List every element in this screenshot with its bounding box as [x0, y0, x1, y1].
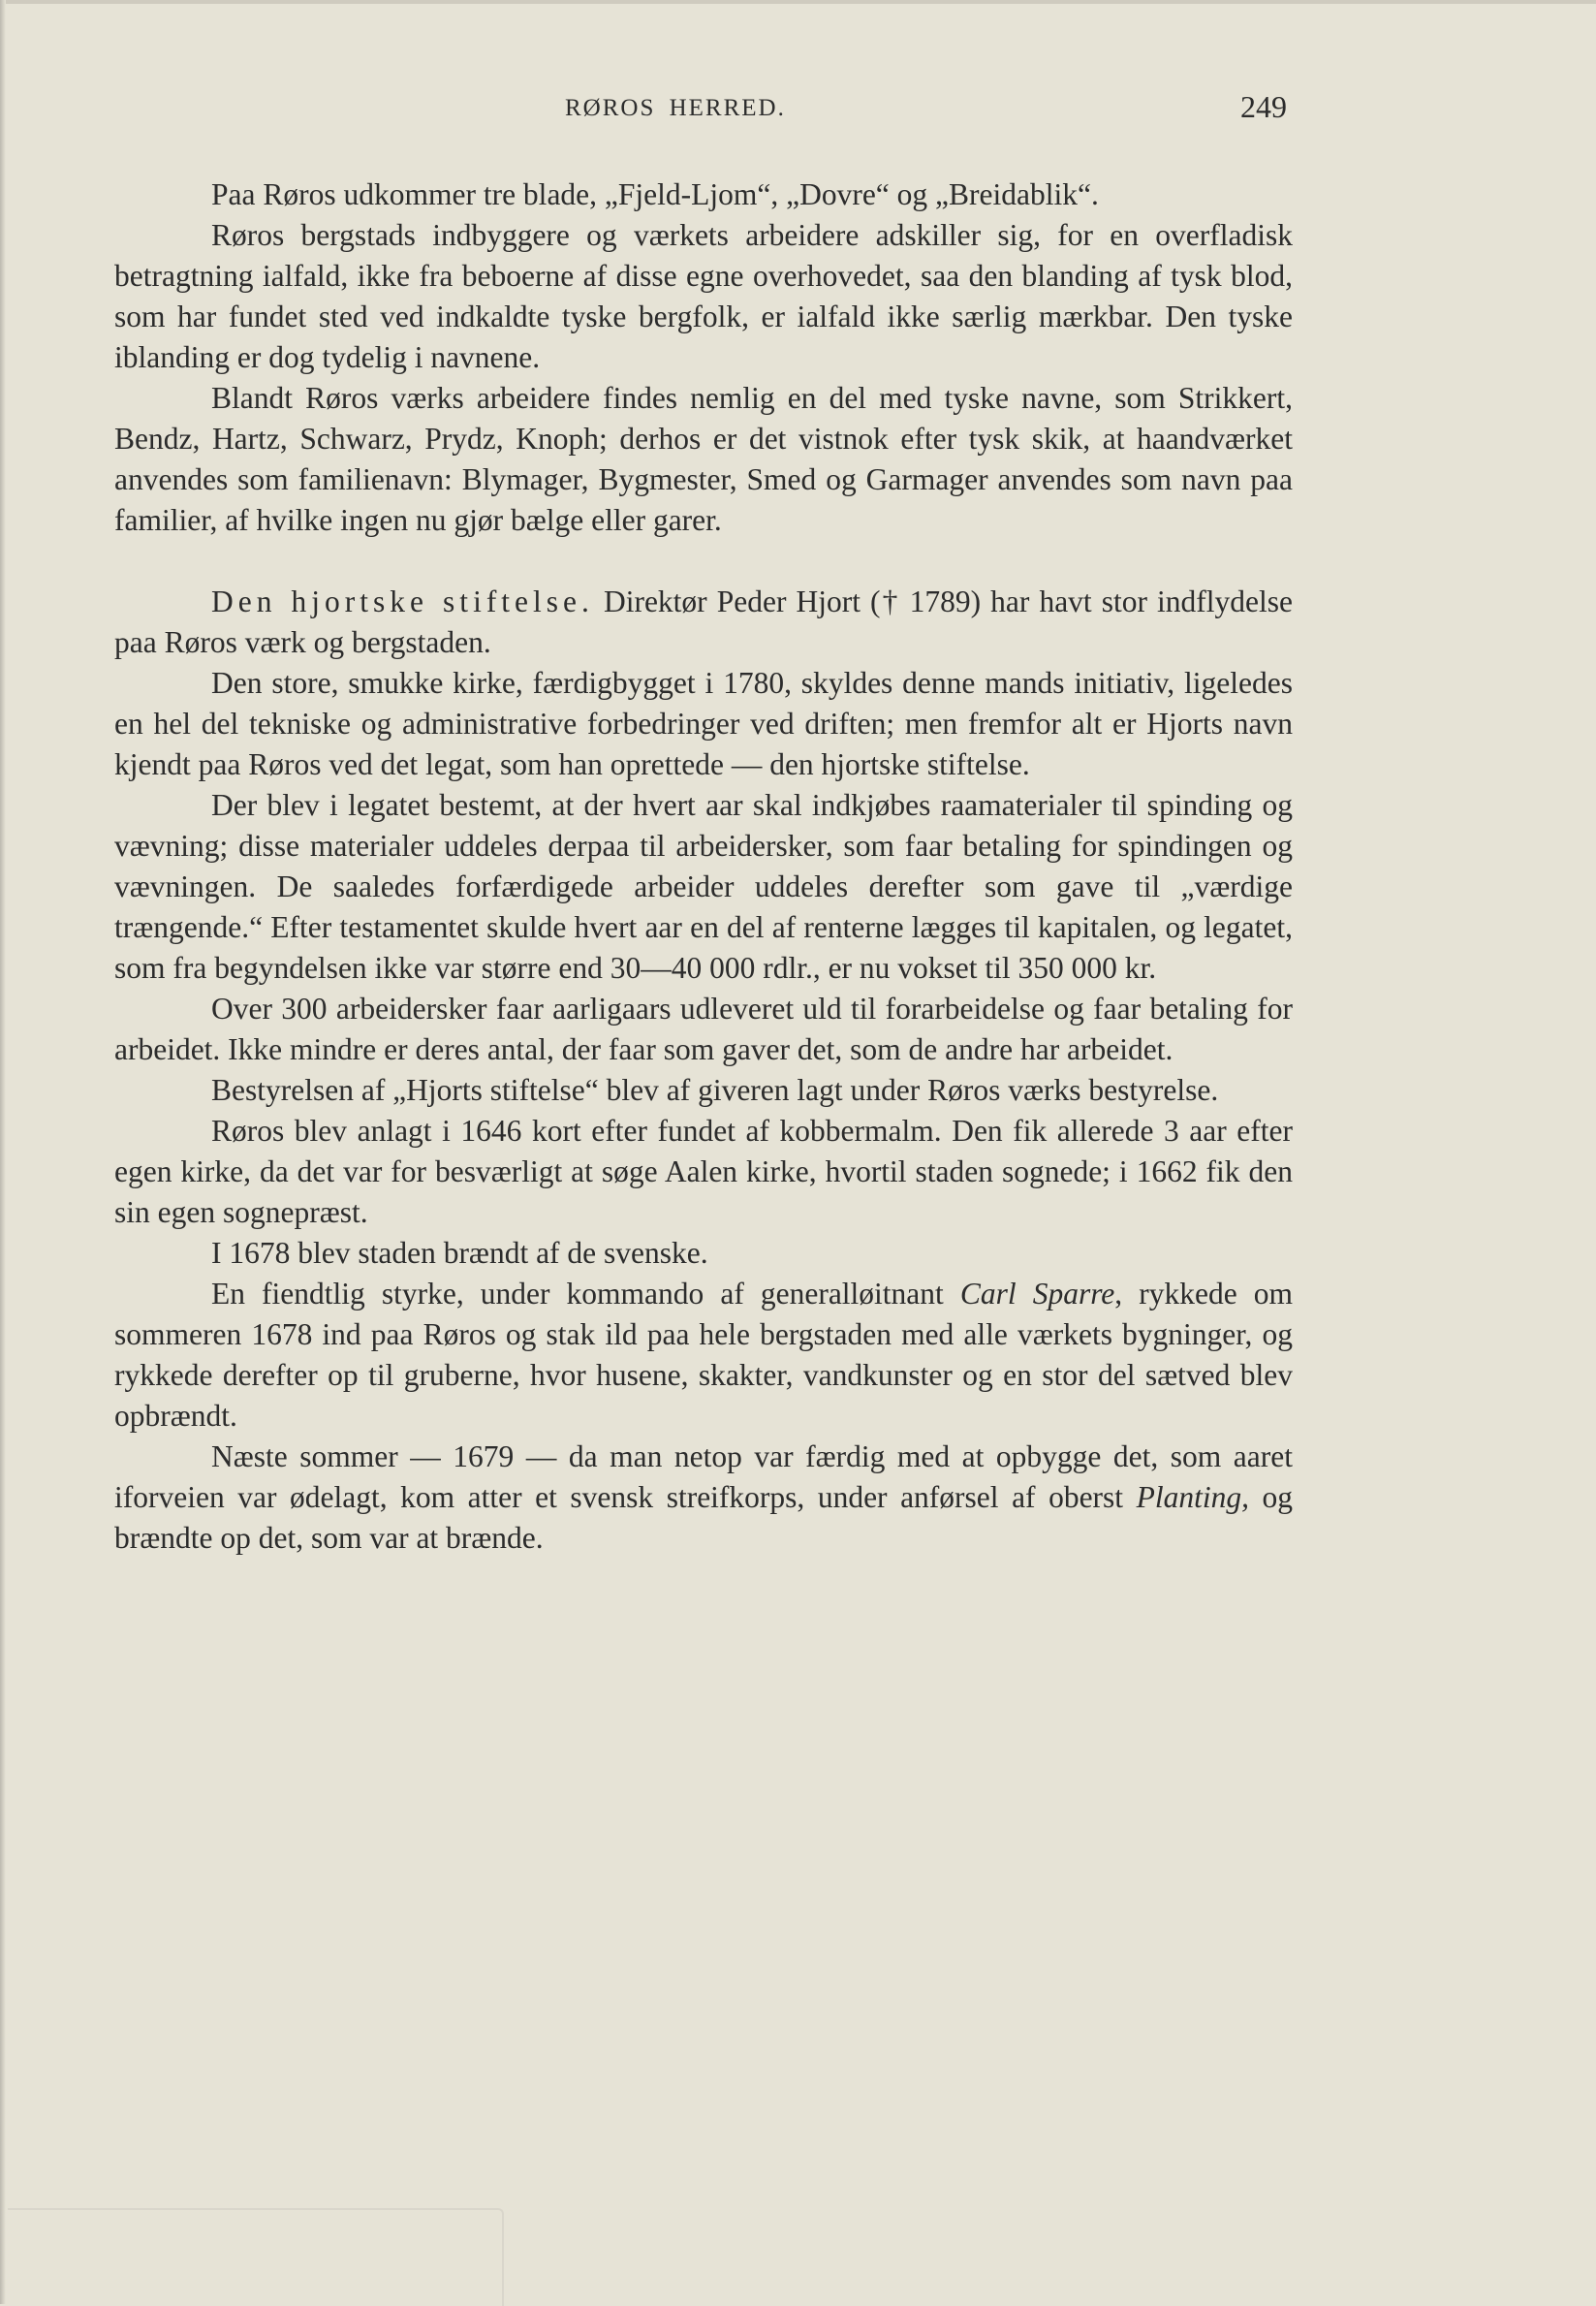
paragraph: Blandt Røros værks arbeidere findes nemlig en del med tyske navne, som Strikkert, Bendz, Hartz, Schwarz, Prydz, Knoph; derhos er det vistnok efter tysk skik, at haandværket anvendes som familienavn: Blymager, Bygmester, Smed og Garmager anvendes som navn paa familier, af hvilke ingen nu gjør bælge eller garer. — [114, 381, 1293, 537]
page-number: 249 — [1240, 89, 1287, 124]
running-title: RØROS HERRED. — [565, 95, 786, 121]
scan-corner-mark — [8, 2208, 504, 2306]
paragraph: Næste sommer — 1679 — da man netop var færdig med at opbygge det, som aaret iforveien var ødelagt, kom atter et svensk streifkorps, under anførsel af oberst Planting, og brændte op det, som var at brænde. — [114, 1439, 1294, 1555]
paragraph: Over 300 arbeidersker faar aarligaars udleveret uld til forarbeidelse og faar betaling for arbeidet. Ikke mindre er deres antal, der faar som gaver det, som de andre har arbeidet. — [114, 992, 1293, 1066]
paragraph: Den store, smukke kirke, færdigbygget i 1780, skyldes denne mands initiativ, ligeledes en hel del tekniske og administrative forbedringer ved driften; men fremfor alt er Hjorts navn kjendt paa Røros ved det legat, som han oprettede — den hjortske stiftelse. — [114, 666, 1293, 781]
running-head — [114, 89, 1293, 134]
paragraph: En fiendtlig styrke, under kommando af generalløitnant Carl Sparre, rykkede om sommeren 1678 ind paa Røros og stak ild paa hele bergstaden med alle værkets bygninger, og rykkede derefter op til gruberne, hvor husene, skakter, vandkunster og en stor del sætved blev opbrændt. — [114, 1277, 1293, 1433]
page-body — [114, 174, 1293, 1559]
page-top-edge — [0, 0, 1596, 4]
paragraph: I 1678 blev staden brændt af de svenske. — [211, 1236, 708, 1270]
page-left-edge — [0, 0, 6, 2304]
person-name: Carl Sparre — [959, 1277, 1115, 1311]
section-paragraph: Den hjortske stiftelse. Direktør Peder Hjort († 1789) har havt stor indflydelse paa Røros værk og bergstaden. — [114, 584, 1293, 659]
section-heading: Den hjortske stiftelse. — [211, 584, 594, 618]
paragraph: Paa Røros udkommer tre blade, „Fjeld-Ljom“, „Dovre“ og „Breidablik“. — [211, 177, 1099, 211]
person-name: Planting, — [1136, 1480, 1249, 1514]
paragraph: Røros bergstads indbyggere og værkets arbeidere adskiller sig, for en overfladisk betragtning ialfald, ikke fra beboerne af disse egne overhovedet, saa den blanding af tysk blod, som har fundet sted ved indkaldte tyske bergfolk, er ialfald ikke særlig mærkbar. Den tyske iblanding er dog tydelig i navnene. — [114, 218, 1293, 374]
paragraph: Der blev i legatet bestemt, at der hvert aar skal indkjøbes raamaterialer til spinding og vævning; disse materialer uddeles derpaa til arbeidersker, som faar betaling for spindingen og vævningen. De saaledes forfærdigede arbeider uddeles derefter som gave til „værdige trængende.“ Efter testamentet skulde hvert aar en del af renterne lægges til kapitalen, og legatet, som fra begyndelsen ikke var større end 30—40 000 rdlr., er nu vokset til 350 000 kr. — [114, 788, 1293, 985]
paragraph: Bestyrelsen af „Hjorts stiftelse“ blev af giveren lagt under Røros værks bestyrelse. — [211, 1073, 1219, 1107]
paragraph: Røros blev anlagt i 1646 kort efter fundet af kobbermalm. Den fik allerede 3 aar efter egen kirke, da det var for besværligt at søge Aalen kirke, hvortil staden sognede; i 1662 fik den sin egen sognepræst. — [114, 1114, 1293, 1229]
